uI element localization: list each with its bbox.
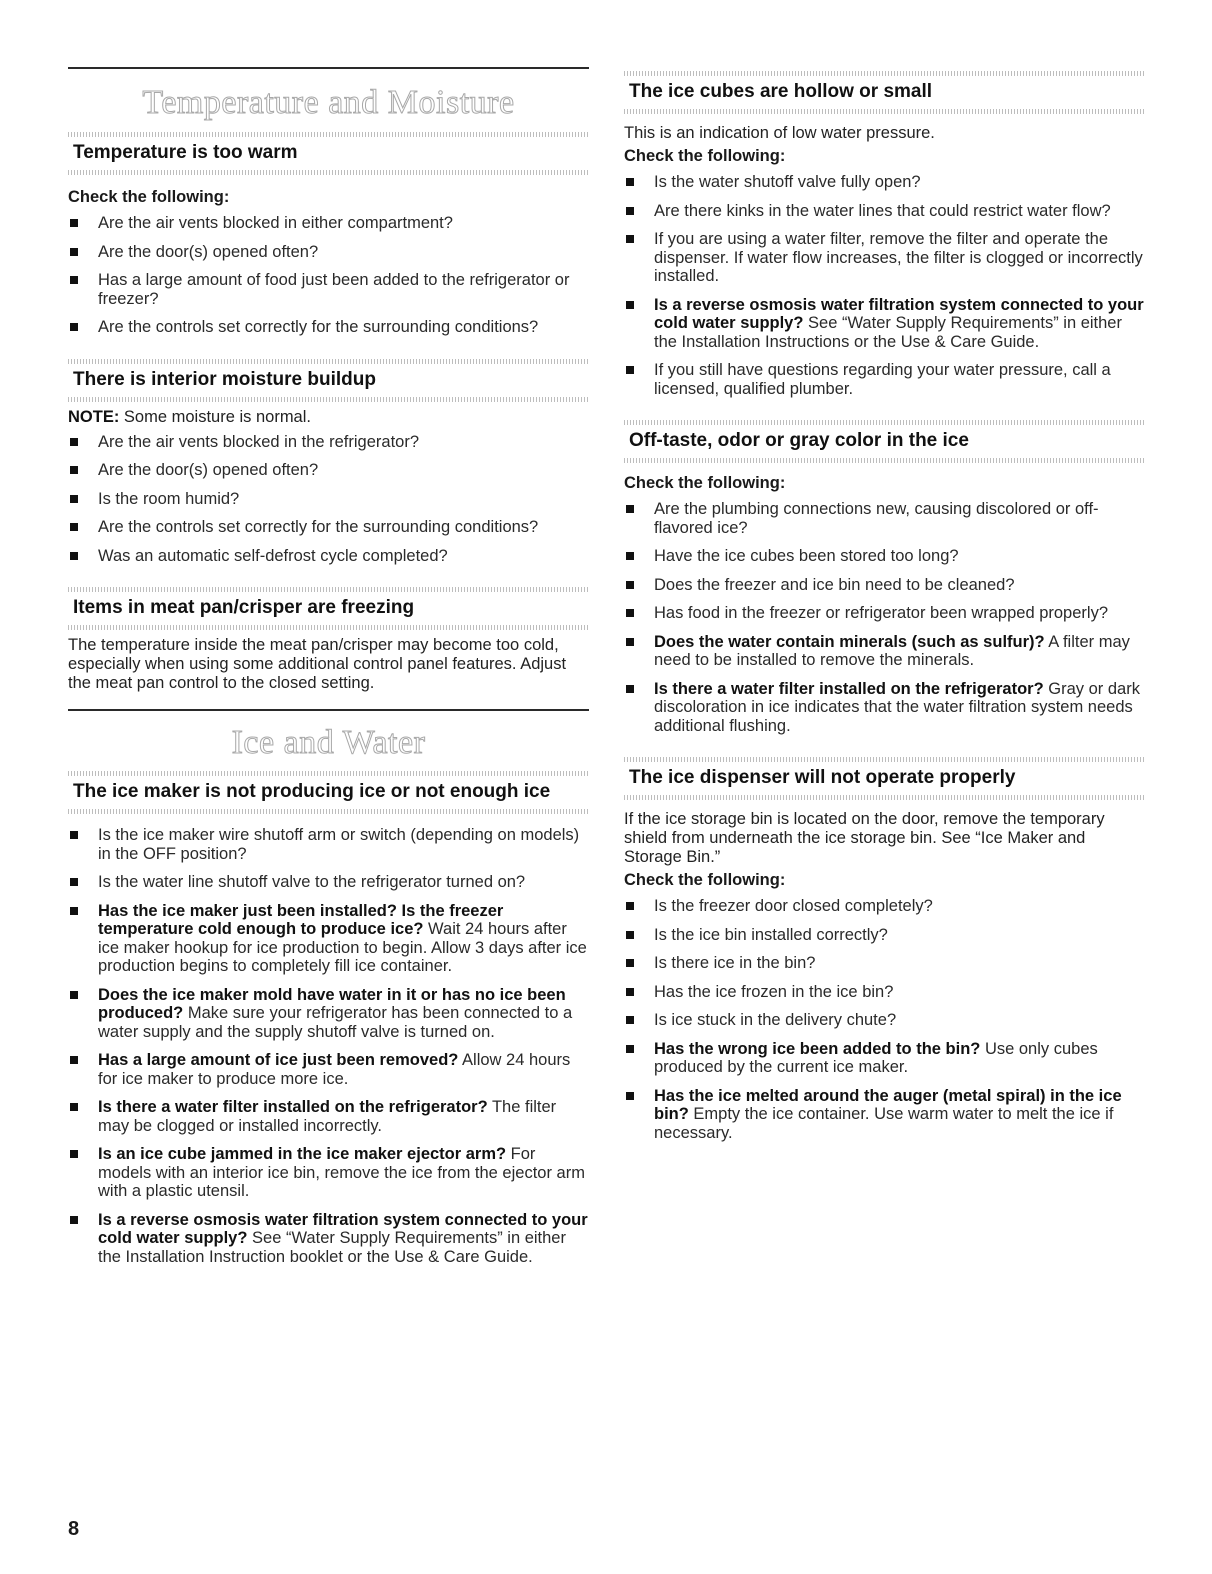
page-number: 8 <box>68 1518 80 1540</box>
item-text: Is ice stuck in the delivery chute? <box>654 1011 897 1029</box>
item-text: Has food in the freezer or refrigerator been wrapped properly? <box>654 604 1108 622</box>
check-label: Check the following: <box>624 474 786 492</box>
list-item <box>624 173 1144 192</box>
hollow-checklist <box>624 173 1144 398</box>
check-label: Check the following: <box>624 871 786 889</box>
list-item: Are the air vents blocked in either compartment? <box>68 214 589 233</box>
item-bold: Has the ice melted around the auger (metal spiral) in the ice bin? <box>654 1086 1122 1123</box>
list-item: Are the controls set correctly for the surrounding conditions? <box>68 318 589 337</box>
item-text: Have the ice cubes been stored too long? <box>654 547 959 565</box>
item-text: Empty the ice container. Use warm water to melt the ice if necessary. <box>654 1105 1114 1142</box>
item-text: For models with an interior ice bin, remove the ice from the ejector arm with a plastic utensil. <box>98 1145 585 1200</box>
warm-checklist <box>68 214 589 337</box>
list-item <box>68 1211 589 1267</box>
item-text: Is the water line shutoff valve to the refrigerator turned on? <box>98 873 526 891</box>
item-text: Are the plumbing connections new, causing discolored or off-flavored ice? <box>654 500 1099 537</box>
item-text: Are there kinks in the water lines that could restrict water flow? <box>654 201 1111 220</box>
item-text: Is the freezer door closed completely? <box>654 897 933 915</box>
heading-ice-hollow-small: The ice cubes are hollow or small <box>629 81 933 102</box>
heading-meat-pan-freezing: Items in meat pan/crisper are freezing <box>73 597 415 618</box>
item-text: Does the freezer and ice bin need to be cleaned? <box>654 575 1015 594</box>
heading-ice-maker-not-producing: The ice maker is not producing ice or not enough ice <box>73 781 551 802</box>
list-item <box>68 1051 589 1088</box>
item-text: Gray or dark discoloration in ice indicates that the water filtration system needs additional flushing. <box>654 679 1140 735</box>
left-column <box>68 0 589 1276</box>
item-bold: Has the ice maker just been installed? Is the freezer temperature cold enough to produce ice? <box>98 901 504 938</box>
list-item <box>624 576 1144 595</box>
list-item <box>624 604 1144 623</box>
item-text: Use only cubes produced by the current ice maker. <box>654 1039 1098 1076</box>
list-item <box>624 954 1144 973</box>
heading-temperature-too-warm: Temperature is too warm <box>73 142 298 163</box>
check-label: Check the following: <box>624 147 786 165</box>
list-item <box>624 230 1144 286</box>
list-item <box>624 547 1144 566</box>
list-item <box>624 680 1144 736</box>
list-item <box>624 1011 1144 1030</box>
section-title-temperature: Temperature and Moisture <box>142 84 515 121</box>
list-item <box>624 1087 1144 1143</box>
section-rule <box>68 709 589 711</box>
item-bold: Is there a water filter installed on the refrigerator? <box>654 679 1044 698</box>
icemaker-checklist <box>68 826 589 1266</box>
item-text: A filter may need to be installed to remove the minerals. <box>654 632 1130 669</box>
list-item: Has a large amount of food just been added to the refrigerator or freezer? <box>68 271 589 308</box>
item-text: Is the ice maker wire shutoff arm or switch (depending on models) in the OFF position? <box>98 826 580 863</box>
offtaste-checklist <box>624 500 1144 735</box>
item-text: Has the ice frozen in the ice bin? <box>654 982 894 1001</box>
item-bold: Is an ice cube jammed in the ice maker ejector arm? <box>98 1145 507 1163</box>
item-text: Is there ice in the bin? <box>654 954 816 972</box>
item-bold: Has the wrong ice been added to the bin? <box>654 1039 981 1058</box>
right-column <box>624 0 1144 1152</box>
item-bold: Does the ice maker mold have water in it or has no ice been produced? <box>98 985 566 1022</box>
list-item <box>68 986 589 1042</box>
list-item <box>624 897 1144 916</box>
list-item <box>624 202 1144 221</box>
list-item <box>68 902 589 976</box>
item-text: Is the ice bin installed correctly? <box>654 925 888 944</box>
list-item <box>624 633 1144 670</box>
section-rule <box>68 67 589 69</box>
item-text: Wait 24 hours after ice maker hookup for ice production to begin. Allow 3 days after ice production begins to completely fill ice container. <box>98 920 587 975</box>
item-text: See “Water Supply Requirements” in either the Installation Instruction booklet or the Use & Care Guide. <box>98 1229 566 1266</box>
list-item: Are the door(s) opened often? <box>68 461 589 480</box>
item-text: If you are using a water filter, remove the filter and operate the dispenser. If water flow increases, the filter is clogged or incorrectly installed. <box>654 230 1143 285</box>
section-title-ice-water: Ice and Water <box>231 724 426 761</box>
list-item <box>624 926 1144 945</box>
list-item <box>624 1040 1144 1077</box>
item-bold: Is a reverse osmosis water filtration system connected to your cold water supply? <box>98 1210 588 1247</box>
list-item <box>624 361 1144 398</box>
list-item <box>624 983 1144 1002</box>
list-item: Was an automatic self-defrost cycle completed? <box>68 547 589 566</box>
item-text: Is the water shutoff valve fully open? <box>654 173 921 191</box>
heading-interior-moisture: There is interior moisture buildup <box>73 368 376 390</box>
item-bold: Is a reverse osmosis water filtration system connected to your cold water supply? <box>654 295 1144 332</box>
list-item: Are the door(s) opened often? <box>68 243 589 262</box>
note-text: Some moisture is normal. <box>119 407 311 426</box>
item-bold: Is there a water filter installed on the refrigerator? <box>98 1098 488 1116</box>
heading-ice-dispenser: The ice dispenser will not operate properly <box>629 767 1016 788</box>
dispenser-intro: If the ice storage bin is located on the door, remove the temporary shield from underneath the ice storage bin. See “Ice Maker and Storage Bin.” <box>624 810 1105 866</box>
list-item <box>624 500 1144 537</box>
dispenser-checklist <box>624 897 1144 1142</box>
item-bold: Has a large amount of ice just been removed? <box>98 1051 459 1069</box>
moisture-note <box>68 408 589 427</box>
item-text: If you still have questions regarding your water pressure, call a licensed, qualified plumber. <box>654 361 1111 398</box>
item-text: Allow 24 hours for ice maker to produce more ice. <box>98 1051 571 1088</box>
list-item <box>624 296 1144 352</box>
list-item <box>68 826 589 863</box>
moisture-checklist <box>68 433 589 566</box>
note-label: NOTE: <box>68 407 120 426</box>
item-text: See “Water Supply Requirements” in either the Installation Instructions or the Use & Care Guide. <box>654 314 1122 351</box>
item-text: The filter may be clogged or installed incorrectly. <box>98 1098 557 1135</box>
list-item: Are the controls set correctly for the surrounding conditions? <box>68 518 589 537</box>
check-label: Check the following: <box>68 188 230 206</box>
hollow-intro: This is an indication of low water pressure. <box>624 124 935 142</box>
list-item <box>68 1098 589 1135</box>
list-item <box>68 1145 589 1201</box>
item-bold: Does the water contain minerals (such as sulfur)? <box>654 632 1045 651</box>
heading-off-taste: Off-taste, odor or gray color in the ice <box>629 430 969 451</box>
freezing-body: The temperature inside the meat pan/crisper may become too cold, especially when using some additional control panel features. Adjust the meat pan control to the closed setting. <box>68 636 567 692</box>
list-item: Are the air vents blocked in the refrigerator? <box>68 433 589 452</box>
list-item: Is the room humid? <box>68 490 589 509</box>
item-text: Make sure your refrigerator has been connected to a water supply and the supply shutoff valve is turned on. <box>98 1004 573 1041</box>
list-item <box>68 873 589 892</box>
